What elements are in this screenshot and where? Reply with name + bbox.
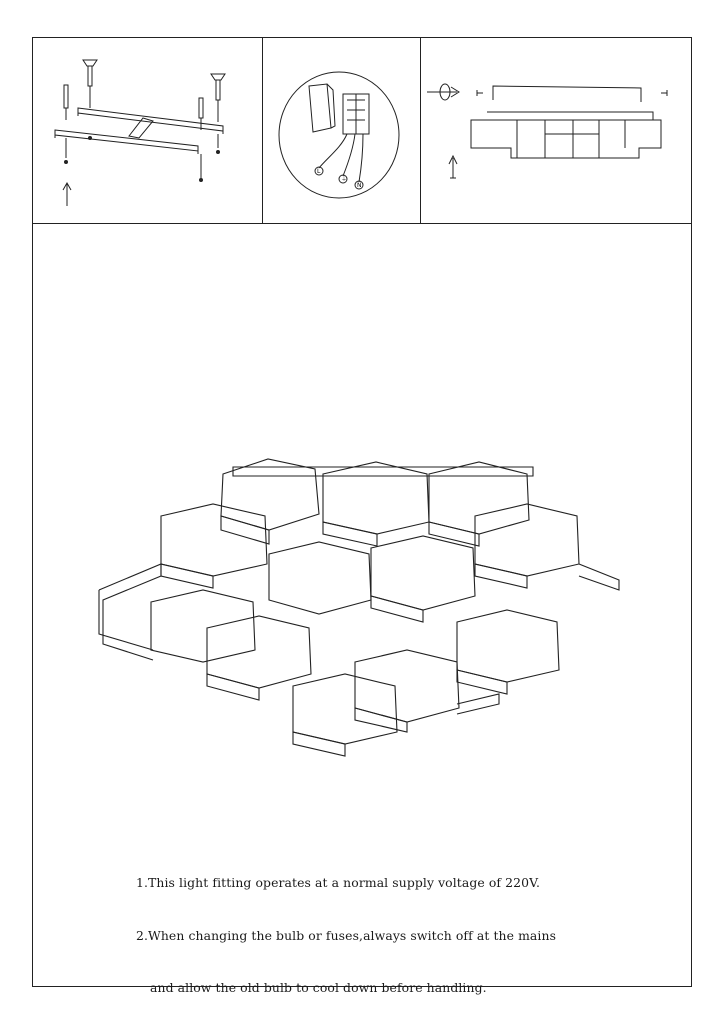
wire-label-earth: ⏚ <box>341 176 348 183</box>
wire-label-neutral: N <box>357 182 362 189</box>
lamp-body-icon <box>421 38 691 224</box>
wiring-step <box>263 38 421 224</box>
bracket-screws-icon <box>33 38 263 224</box>
note-switch-off-mains: 2.When changing the bulb or fuses,always switch off at the mains <box>136 927 557 943</box>
instruction-sheet-frame <box>32 37 692 995</box>
safety-notes <box>136 839 656 1032</box>
fixing-step <box>421 38 691 224</box>
hexagon-lamp-icon <box>33 224 693 764</box>
note-supply-voltage: 1.This light fitting operates at a normal supply voltage of 220V. <box>136 875 541 890</box>
note-cool-down: and allow the old bulb to cool down before handling. <box>150 980 487 995</box>
wire-label-live: L <box>317 168 321 175</box>
mounting-bracket-step <box>33 38 263 224</box>
terminal-block-icon <box>263 38 421 224</box>
